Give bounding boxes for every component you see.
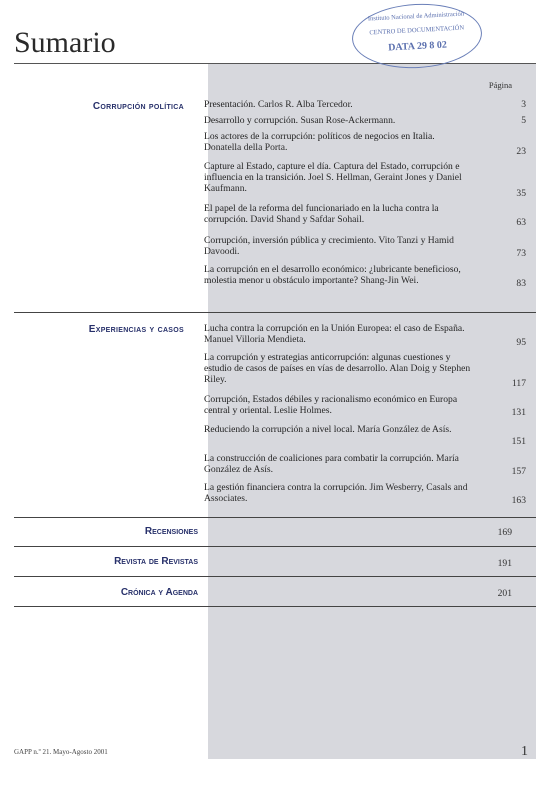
- toc-entry[interactable]: [204, 161, 472, 195]
- stamp-line-2: CENTRO DE DOCUMENTACIÓN: [369, 24, 465, 37]
- toc-entry[interactable]: [204, 323, 472, 345]
- entry-author: Susan Rose-Ackermann.: [300, 115, 396, 126]
- section-heading: Corrupción política: [92, 101, 184, 112]
- section-heading-revista-de-revistas[interactable]: Revista de Revistas: [114, 556, 198, 567]
- section-divider: [14, 606, 536, 607]
- entry-title: Presentación.: [204, 99, 256, 110]
- entry-page: 5: [521, 115, 526, 126]
- entry-title: Corrupción, inversión pública y crecimiento.: [204, 235, 377, 246]
- entry-title: Los actores de la corrupción: políticos de negocios en Italia.: [204, 131, 435, 142]
- toc-entry[interactable]: [204, 352, 472, 386]
- section-divider: [14, 546, 536, 547]
- toc-entry[interactable]: [204, 424, 472, 435]
- page-column-label: Página: [488, 80, 512, 90]
- section-heading: Experiencias y casos: [88, 324, 184, 335]
- entry-author: Shang-Jin Wei.: [360, 275, 419, 287]
- section-divider: [14, 517, 536, 518]
- entry-title: Capture al Estado, capture el día. Captura del Estado, corrupción e influencia en la transición.: [204, 161, 460, 184]
- entry-title: El papel de la reforma del funcionariado en la lucha contra la corrupción.: [204, 203, 439, 226]
- toc-entry[interactable]: [204, 264, 472, 286]
- library-stamp: [350, 1, 483, 72]
- entry-title: La corrupción en el desarrollo económico: ¿lubricante beneficioso, molestia menor u obstáculo importante?: [204, 264, 461, 287]
- entry-page: 95: [516, 337, 526, 348]
- entry-page: 83: [516, 278, 526, 289]
- entry-author: Leslie Holmes.: [273, 405, 332, 417]
- entry-author: Alan Doig y Stephen Riley.: [204, 363, 471, 386]
- entry-page: 163: [511, 495, 526, 506]
- section-heading-recensiones[interactable]: Recensiones: [144, 526, 198, 537]
- toc-entry[interactable]: [204, 99, 472, 110]
- entry-page: 63: [516, 217, 526, 228]
- entry-page: 23: [516, 146, 526, 157]
- entry-author: David Shand y Safdar Sohail.: [250, 214, 365, 226]
- entry-author: Manuel Villoria Mendieta.: [204, 334, 306, 346]
- toc-entry[interactable]: [204, 453, 472, 475]
- entry-title: Corrupción, Estados débiles y racionalismo económico en Europa central y oriental.: [204, 394, 458, 417]
- entry-title: Desarrollo y corrupción.: [204, 115, 299, 126]
- title-rule: [14, 63, 536, 64]
- entry-title: Lucha contra la corrupción en la Unión Europea: el caso de España.: [204, 323, 465, 334]
- toc-entry[interactable]: [204, 482, 472, 504]
- page-number: 1: [521, 744, 528, 759]
- entry-page: 151: [511, 436, 526, 447]
- entry-title: Reduciendo la corrupción a nivel local.: [204, 424, 355, 435]
- entry-page: 191: [497, 558, 512, 569]
- section-divider: [14, 576, 536, 577]
- entry-author: María González de Asís.: [204, 453, 459, 476]
- entry-author: Donatella della Porta.: [204, 142, 288, 154]
- toc-entry[interactable]: [204, 235, 472, 257]
- stamp-line-3: DATA 29 8 02: [387, 39, 448, 54]
- entry-title: La corrupción y estrategias anticorrupción: algunas cuestiones y estudio de casos de países en vías de desarrollo.: [204, 352, 451, 375]
- section-divider: [14, 312, 536, 313]
- toc-entry[interactable]: [204, 203, 472, 225]
- entry-page: 73: [516, 248, 526, 259]
- entry-page: 201: [497, 588, 512, 599]
- entry-author: María González de Asís.: [357, 424, 452, 435]
- entry-page: 117: [511, 378, 526, 389]
- entry-author: Joel S. Hellman, Geraint Jones y Daniel Kaufmann.: [204, 172, 462, 195]
- toc-entry[interactable]: [204, 115, 472, 126]
- section-heading-cronica-y-agenda[interactable]: Crónica y Agenda: [120, 587, 198, 598]
- entry-author: Jim Wesberry, Casals and Associates.: [204, 482, 468, 505]
- entry-author: Carlos R. Alba Tercedor.: [257, 99, 353, 110]
- entry-title: La gestión financiera contra la corrupción.: [204, 482, 368, 493]
- entry-page: 157: [511, 466, 526, 477]
- toc-entry[interactable]: [204, 131, 472, 153]
- entry-page: 35: [516, 188, 526, 199]
- page-title: Sumario: [14, 26, 116, 59]
- stamp-line-1: Instituto Nacional de Administración: [367, 10, 465, 23]
- entry-page: 3: [521, 99, 526, 110]
- toc-entry[interactable]: [204, 394, 472, 416]
- entry-title: La construcción de coaliciones para combatir la corrupción.: [204, 453, 434, 464]
- entry-author: Vito Tanzi y Hamid Davoodi.: [204, 235, 454, 258]
- entry-page: 131: [511, 407, 526, 418]
- journal-footer: GAPP n.º 21. Mayo-Agosto 2001: [14, 748, 108, 756]
- entry-page: 169: [497, 527, 512, 538]
